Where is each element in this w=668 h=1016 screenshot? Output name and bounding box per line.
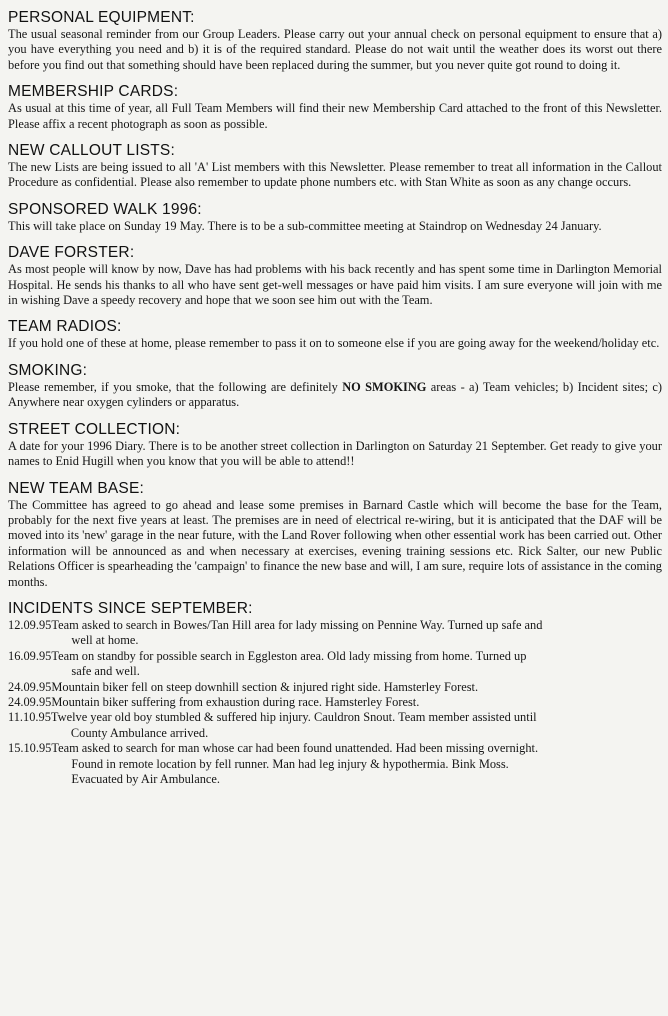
incident-date: 15.10.95 [8, 741, 52, 756]
section-heading: DAVE FORSTER: [8, 244, 135, 262]
section-body [8, 380, 662, 411]
smoking-text-after: areas - a) Team vehicles; b) Incident sites; c) Anywhere near oxygen cylinders or apparatus. [8, 379, 663, 410]
section-heading: INCIDENTS SINCE SEPTEMBER: [8, 599, 253, 617]
section-heading: NEW CALLOUT LISTS: [8, 142, 175, 160]
section-heading: MEMBERSHIP CARDS: [8, 83, 179, 101]
incident-row [8, 695, 662, 710]
section-heading: NEW TEAM BASE: [8, 479, 145, 497]
incident-text [51, 618, 662, 649]
section-new-team-base [8, 479, 662, 590]
incident-continuation-line: County Ambulance arrived. [70, 725, 209, 740]
incident-line: Twelve year old boy stumbled & suffered hip injury. Cauldron Snout. Team member assisted until [50, 710, 537, 725]
section-body: A date for your 1996 Diary. There is to be another street collection in Darlington on Saturday 21 September. Get ready to give your names to Enid Hugill when you know that you will be able to attend!! [8, 438, 662, 469]
incident-line: Team asked to search in Bowes/Tan Hill area for lady missing on Pennine Way. Turned up safe and [51, 617, 543, 632]
incident-text [51, 649, 662, 680]
section-heading: STREET COLLECTION: [8, 420, 181, 438]
incident-row [8, 649, 662, 680]
incident-row [8, 710, 662, 741]
section-body: The usual seasonal reminder from our Group Leaders. Please carry out your annual check on personal equipment to ensure that a) you have everything you need and b) it is of the required standard. Please do not wait until the weather does its worst out there before you find out that something should have been replaced during the summer, but you never quite got round to doing it. [8, 27, 662, 72]
incident-row [8, 680, 662, 695]
incident-text [51, 741, 662, 787]
incident-line: Team on standby for possible search in Eggleston area. Old lady missing from home. Turned up [51, 648, 527, 663]
incident-continuation-line: safe and well. [71, 664, 140, 679]
incident-continuation-line: Evacuated by Air Ambulance. [71, 772, 221, 786]
section-body: The new Lists are being issued to all 'A' List members with this Newsletter. Please remember to treat all information in the Callout Procedure as confidential. Please also remember to update phone numbers etc. with Stan White as soon as any change occurs. [8, 160, 662, 190]
section-heading: TEAM RADIOS: [8, 318, 122, 336]
section-team-radios [8, 317, 662, 351]
incident-text [51, 695, 662, 710]
incident-date: 24.09.95 [8, 679, 52, 694]
incident-row [8, 618, 662, 649]
section-membership-cards [8, 82, 662, 132]
section-body: As most people will know by now, Dave has had problems with his back recently and has spent some time in Darlington Memorial Hospital. He sends his thanks to all who have sent get-well messages or have paid him visits. I am sure everyone will join with me in wishing Dave a speedy recovery and hope that we soon see him out with the Team. [8, 262, 662, 308]
incident-line: Mountain biker fell on steep downhill section & injured right side. Hamsterley Forest. [51, 679, 479, 694]
section-body: If you hold one of these at home, please remember to pass it on to someone else if you are going away for the weekend/holiday etc. [8, 336, 660, 351]
section-sponsored-walk [8, 200, 662, 234]
section-smoking [8, 361, 662, 411]
no-smoking-emphasis: NO SMOKING [342, 379, 427, 394]
section-street-collection [8, 420, 662, 470]
incident-date: 16.09.95 [8, 648, 52, 663]
incident-date: 24.09.95 [8, 694, 52, 709]
section-heading: SPONSORED WALK 1996: [8, 200, 202, 218]
incident-text [51, 680, 662, 695]
incident-date: 12.09.95 [8, 617, 52, 632]
incident-continuation-line: well at home. [71, 633, 139, 648]
incident-line: Mountain biker suffering from exhaustion during race. Hamsterley Forest. [51, 694, 420, 709]
section-new-callout-lists [8, 141, 662, 191]
section-heading: PERSONAL EQUIPMENT: [8, 9, 195, 26]
incident-list [8, 618, 662, 787]
section-dave-forster [8, 243, 662, 308]
section-personal-equipment [8, 8, 662, 73]
incident-continuation-line: Found in remote location by fell runner. Man had leg injury & hypothermia. Bink Moss. [71, 756, 509, 771]
section-body: The Committee has agreed to go ahead and lease some premises in Barnard Castle which will become the base for the Team, probably for the next five years at least. The premises are in need of electrical re-wiring, but it is anticipated that the DAF will be moved into its 'new' garage in the near future, with the Land Rover following when other essential work has been carried out. Other information will be announced as and when necessary at exercises, evening training sessions etc. Rick Salter, our new Public Relations Officer is spearheading the 'campaign' to finance the new base and will, I am sure, require lots of assistance in the coming months. [8, 497, 662, 589]
smoking-text-before: Please remember, if you smoke, that the following are definitely [8, 379, 343, 394]
incident-text [51, 710, 662, 741]
incident-date: 11.10.95 [8, 710, 51, 725]
section-body: As usual at this time of year, all Full Team Members will find their new Membership Card attached to the front of this Newsletter. Please affix a recent photograph as soon as possible. [8, 101, 662, 131]
incident-line: Team asked to search for man whose car had been found unattended. Had been missing overnight. [51, 741, 539, 756]
incident-row [8, 741, 662, 787]
section-heading: SMOKING: [8, 361, 88, 379]
section-body: This will take place on Sunday 19 May. There is to be a sub-committee meeting at Staindrop on Wednesday 24 January. [8, 218, 602, 233]
section-incidents [8, 599, 662, 787]
